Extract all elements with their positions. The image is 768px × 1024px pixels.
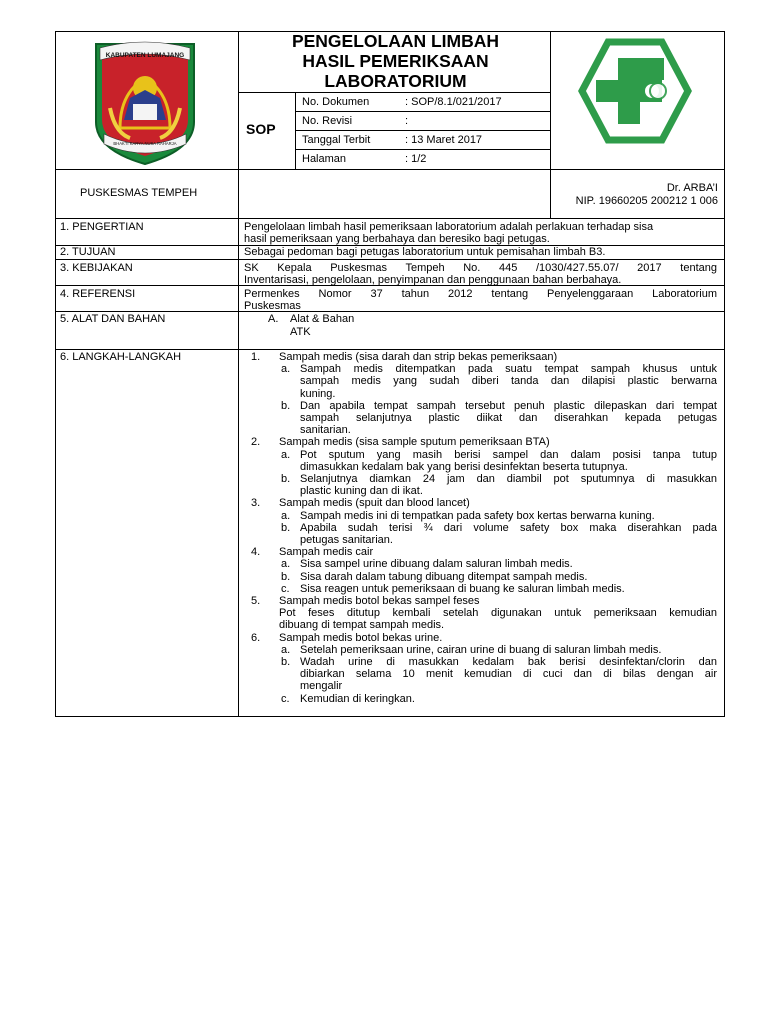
substep-marker: b. [281, 656, 291, 668]
kabupaten-lumajang-logo [90, 38, 200, 166]
pengertian-line-1: Pengelolaan limbah hasil pemeriksaan laboratorium adalah perlakuan terhadap sisa [244, 221, 654, 233]
meta-key-tanggal-terbit: Tanggal Terbit [302, 134, 371, 146]
title-line-1: PENGELOLAAN LIMBAH [291, 31, 500, 51]
substep-marker: a. [281, 363, 291, 376]
substep-line: sanitarian. [300, 424, 351, 437]
step-title: Sampah medis (sisa sample sputum pemeriksaan BTA) [279, 436, 550, 449]
step-number: 5. [251, 595, 261, 607]
step-body-line: dibuang di tempat sampah medis. [279, 619, 445, 632]
step-number: 3. [251, 497, 261, 510]
meta-value-tanggal-terbit: : 13 Maret 2017 [405, 134, 483, 146]
substep-marker: b. [281, 399, 291, 412]
substep-line: mengalir [300, 680, 343, 693]
step-title: Sampah medis (spuit dan blood lancet) [279, 497, 470, 510]
puskesmas-logo [578, 38, 692, 144]
substep-line: Setelah pemeriksaan urine, cairan urine di buang di saluran limbah medis. [300, 643, 662, 656]
substep-line: Dan apabila tempat sampah tersebut penuh plastic dilepaskan dari tempat [300, 399, 717, 412]
substep-line: Sisa reagen untuk pemeriksaan di buang ke saluran limbah medis. [300, 582, 625, 595]
substep-marker: b. [281, 570, 291, 583]
step-title: Sampah medis (sisa darah dan strip bekas pemeriksaan) [279, 351, 558, 363]
label-alat-dan-bahan: 5. ALAT DAN BAHAN [60, 313, 166, 325]
substep-line: Sisa sampel urine dibuang dalam saluran limbah medis. [300, 558, 573, 571]
alat-item-marker: A. [268, 313, 279, 325]
label-pengertian: 1. PENGERTIAN [60, 221, 144, 233]
label-kebijakan: 3. KEBIJAKAN [60, 262, 133, 274]
step-title: Sampah medis botol bekas urine. [279, 631, 443, 644]
substep-line: kuning. [300, 387, 336, 400]
title-line-2: HASIL PEMERIKSAAN [302, 51, 489, 71]
sop-label: SOP [246, 121, 276, 137]
meta-key-no-dokumen: No. Dokumen [302, 96, 370, 108]
substep-line: Sampah medis ditempatkan pada suatu tempat sampah khusus untuk [300, 363, 717, 376]
signer-name: Dr. ARBA’I [666, 182, 718, 194]
meta-value-no-dokumen: : SOP/8.1/021/2017 [405, 96, 502, 108]
substep-marker: a. [281, 558, 291, 571]
step-number: 6. [251, 631, 261, 644]
step-body-line: Pot feses ditutup kembali setelah digunakan untuk pemeriksaan kemudian [279, 607, 717, 620]
meta-value-no-revisi: : [405, 115, 409, 127]
substep-line: Sisa darah dalam tabung dibuang ditempat sampah medis. [300, 570, 588, 583]
step-title: Sampah medis cair [279, 546, 374, 559]
substep-marker: c. [281, 692, 290, 705]
label-referensi: 4. REFERENSI [60, 288, 136, 300]
substep-line: plastic kuning dan di ikat. [300, 485, 423, 498]
label-tujuan: 2. TUJUAN [60, 246, 116, 258]
substep-line: petugas sanitarian. [300, 534, 393, 546]
step-number: 2. [251, 436, 261, 449]
step-title: Sampah medis botol bekas sampel feses [279, 595, 480, 607]
substep-line: Apabila sudah terisi ¾ dari volume safety box maka diserahkan pada [300, 521, 717, 534]
logo-ribbon-top-text: KABUPATEN LUMAJANG [105, 52, 185, 59]
substep-line: sampah selanjutnya plastic diikat dan diserahkan kepada petugas [300, 412, 717, 424]
pengertian-line-2: hasil pemeriksaan yang berbahaya dan beresiko bagi petugas. [244, 233, 550, 245]
kebijakan-line-2: Inventarisasi, pengelolaan, penyimpanan dan penggunaan bahan berbahaya. [244, 274, 622, 286]
step-number: 1. [251, 351, 261, 363]
substep-marker: a. [281, 448, 291, 461]
tujuan-line-1: Sebagai pedoman bagi petugas laboratorium untuk pemisahan limbah B3. [244, 246, 606, 258]
substep-line: Selanjutnya diamkan 24 jam dan diambil pot sputumnya di masukkan [300, 473, 717, 485]
substep-marker: a. [281, 643, 291, 656]
alat-item-title: Alat & Bahan [290, 313, 355, 325]
referensi-line-2: Puskesmas [244, 300, 301, 312]
org-name: PUSKESMAS TEMPEH [80, 187, 198, 199]
meta-key-no-revisi: No. Revisi [302, 115, 353, 127]
substep-line: Wadah urine di masukkan kedalam bak berisi desinfektan/clorin dan [300, 656, 717, 668]
signer-nip: NIP. 19660205 200212 1 006 [575, 195, 718, 207]
substep-marker: b. [281, 521, 291, 534]
substep-line: dibiarkan selama 10 menit kemudian di cuci dan di bilas dengan air [300, 668, 717, 681]
substep-marker: c. [281, 582, 290, 595]
kebijakan-line-1: SK Kepala Puskesmas Tempeh No. 445 /1030/427.55.07/ 2017 tentang [244, 262, 717, 274]
substep-line: Kemudian di keringkan. [300, 692, 415, 705]
step-number: 4. [251, 546, 261, 559]
title-line-3: LABORATORIUM [324, 71, 467, 91]
label-langkah-langkah: 6. LANGKAH-LANGKAH [60, 351, 182, 363]
meta-key-halaman: Halaman [302, 153, 347, 165]
document-title [240, 31, 551, 91]
substep-line: sampah medis yang sudah diberi tanda dan dilapisi plastic berwarna [300, 375, 717, 388]
substep-marker: a. [281, 509, 291, 522]
referensi-line-1: Permenkes Nomor 37 tahun 2012 tentang Penyelenggaraan Laboratorium [244, 288, 717, 300]
substep-line: Sampah medis ini di tempatkan pada safety box kertas berwarna kuning. [300, 509, 655, 522]
substep-marker: b. [281, 473, 291, 485]
logo-ribbon-bottom-text: BHAKTI KARYA NUSA RAHARJA [113, 141, 177, 146]
substep-line: Pot sputum yang masih berisi sampel dan dalam posisi tanpa tutup [300, 448, 717, 461]
alat-item-value: ATK [290, 326, 311, 338]
substep-line: dimasukkan kedalam bak yang berisi desinfektan beserta tutupnya. [300, 460, 628, 473]
meta-value-halaman: : 1/2 [405, 153, 427, 165]
